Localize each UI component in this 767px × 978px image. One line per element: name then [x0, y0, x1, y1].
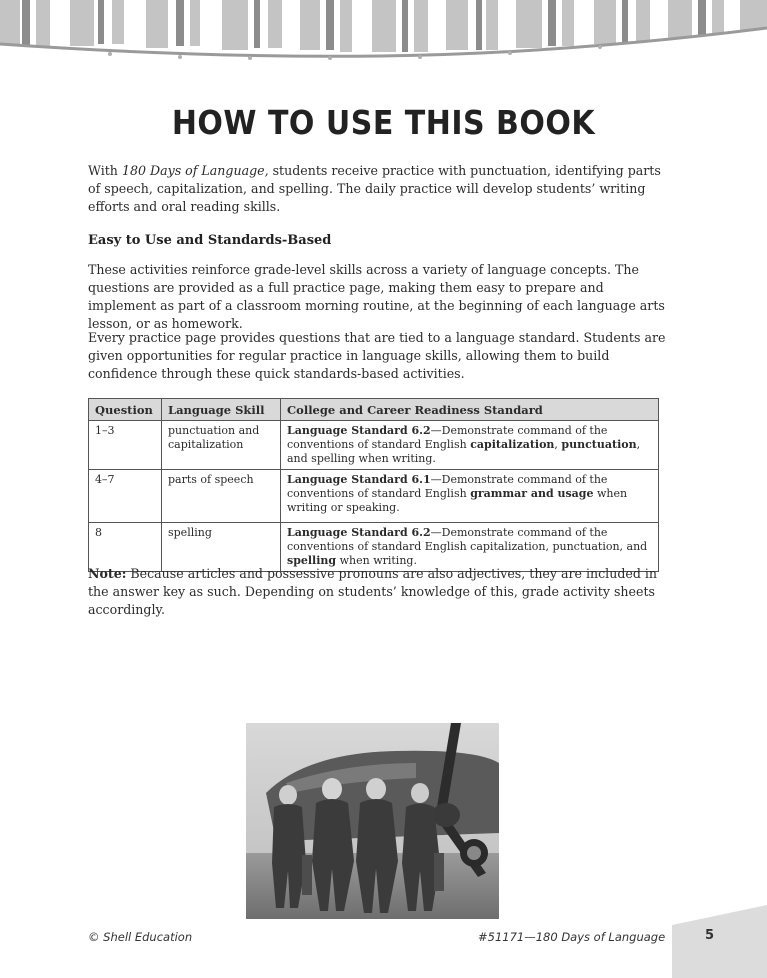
standard-text-end: , and spelling when writing. — [287, 438, 641, 465]
decorative-banner — [0, 0, 767, 80]
standard-text-end: when writing. — [336, 554, 417, 567]
standard-emphasis: capitalization — [470, 438, 555, 451]
standard-emphasis: grammar and usage — [470, 487, 594, 500]
standard-text-end: when writing or speaking. — [287, 487, 628, 514]
footer-publisher: © Shell Education — [88, 930, 193, 944]
table-header-row — [89, 399, 659, 421]
standard-text: —Demonstrate command of the conventions of standard English capitalization, punctuation, and — [287, 526, 648, 553]
page-number: 5 — [704, 928, 715, 943]
paragraph-activities: These activities reinforce grade-level skills across a variety of language concepts. The questions are provided as a full practice page, making them easy to prepare and implement as part of a classroom morning routine, at the beginning of each language arts lesson, or as homework. — [88, 262, 665, 331]
intro-paragraph — [88, 162, 668, 216]
cell-standard — [281, 421, 659, 470]
cell-skill: parts of speech — [162, 470, 281, 523]
intro-post: students receive practice with punctuation, identifying parts of speech, capitalization, and spelling. The daily practice will develop students’ writing efforts and oral reading skills. — [88, 163, 661, 214]
standard-label: Language Standard 6.2 — [287, 424, 431, 437]
intro-pre: With — [88, 163, 122, 178]
historical-photo — [246, 723, 499, 919]
cell-question: 8 — [89, 523, 162, 572]
intro-book-title: 180 Days of Language, — [121, 163, 269, 178]
footer-book-id: #51171—180 Days of Language — [478, 930, 666, 944]
cell-skill: punctuation and capitalization — [162, 421, 281, 470]
standard-text: —Demonstrate command of the conventions of standard English — [287, 473, 608, 500]
section-heading: Easy to Use and Standards-Based — [88, 233, 332, 248]
standard-text: —Demonstrate command of the conventions of standard English — [287, 424, 608, 451]
standard-separator: , — [554, 438, 562, 451]
note-text: Because articles and possessive pronouns are also adjectives, they are included in the answer key as such. Depending on students’ knowledge of this, grade activity sheets accordingly. — [88, 566, 658, 617]
standards-table — [88, 398, 659, 572]
page-title: HOW TO USE THIS BOOK — [171, 104, 596, 143]
cell-question: 4–7 — [89, 470, 162, 523]
header-language-skill: Language Skill — [162, 399, 281, 421]
cell-question: 1–3 — [89, 421, 162, 470]
cell-standard — [281, 470, 659, 523]
standard-label: Language Standard 6.2 — [287, 526, 431, 539]
cell-skill: spelling — [162, 523, 281, 572]
note-label: Note: — [88, 566, 127, 581]
table-row — [89, 470, 659, 523]
standard-emphasis: punctuation — [561, 438, 637, 451]
note-paragraph — [88, 565, 668, 619]
header-standard: College and Career Readiness Standard — [281, 399, 659, 421]
paragraph-standards: Every practice page provides questions that are tied to a language standard. Students are given opportunities for regular practice in language skills, allowing them to build confidence through these quick standards-based activities. — [88, 330, 666, 381]
table-row — [89, 421, 659, 470]
header-question: Question — [89, 399, 162, 421]
standard-label: Language Standard 6.1 — [287, 473, 431, 486]
standard-emphasis: spelling — [287, 554, 337, 567]
